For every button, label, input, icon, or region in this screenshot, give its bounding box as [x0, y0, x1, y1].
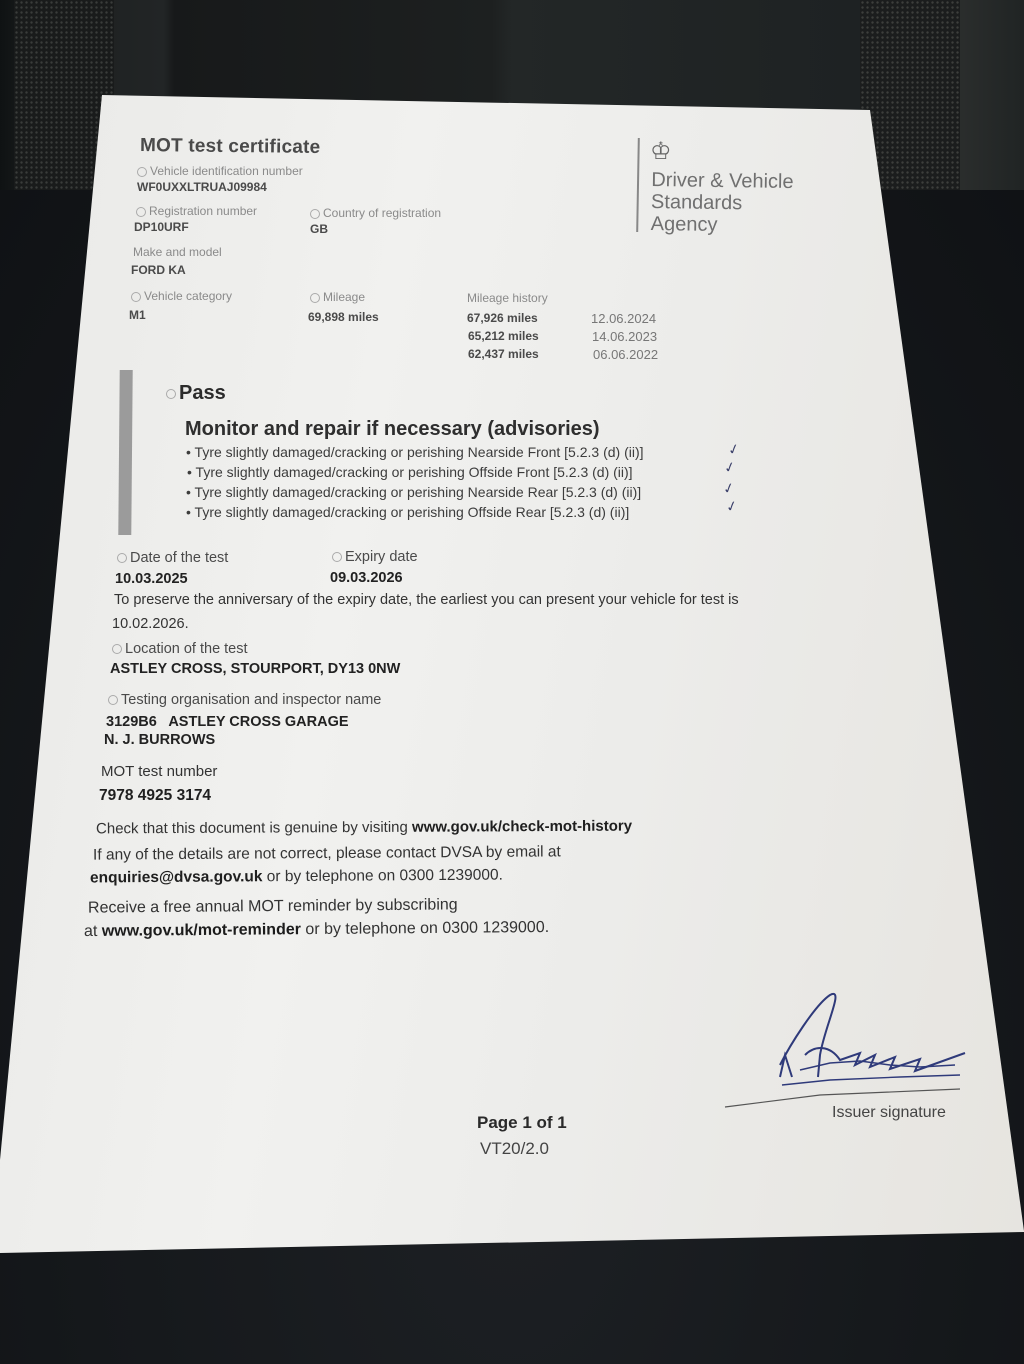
certificate-title: MOT test certificate [139, 135, 321, 158]
mileage-history-miles-2: 65,212 miles [468, 329, 539, 343]
mileage-history-label: Mileage history [467, 291, 548, 305]
mileage-history-miles-1: 67,926 miles [467, 311, 538, 325]
expiry-date-label: Expiry date [332, 549, 418, 565]
marker-7-icon [166, 389, 176, 399]
reminder-line2: at www.gov.uk/mot-reminder or by telephone on 0300 1239000. [83, 918, 550, 941]
issuer-signature-label: Issuer signature [832, 1104, 946, 1121]
marker-9-icon [108, 695, 118, 705]
expiry-date-value: 09.03.2026 [330, 570, 403, 586]
form-version: VT20/2.0 [480, 1139, 549, 1158]
organisation-value: 3129B6 ASTLEY CROSS GARAGE [106, 714, 349, 730]
check-mark-icon: ✓ [720, 478, 737, 498]
test-date-value: 10.03.2025 [115, 571, 188, 587]
anniversary-note-line1: To preserve the anniversary of the expiry date, the earliest you can present your vehicle for test is [114, 592, 739, 608]
mileage-history-date-1: 12.06.2024 [591, 311, 657, 326]
registration-value: DP10URF [134, 220, 189, 234]
reminder-line1: Receive a free annual MOT reminder by subscribing [87, 896, 458, 917]
mileage-history-date-3: 06.06.2022 [593, 347, 659, 362]
issuer-signature [720, 985, 980, 1110]
country-label: Country of registration [310, 206, 441, 220]
mileage-history-miles-3: 62,437 miles [468, 347, 539, 361]
contact-line1: If any of the details are not correct, please contact DVSA by email at [92, 843, 561, 864]
marker-4-icon [310, 293, 320, 303]
advisory-item: • Tyre slightly damaged/cracking or perishing Nearside Rear [5.2.3 (d) (ii)] [186, 484, 642, 500]
check-mark-icon: ✓ [721, 457, 738, 477]
vin-value: WF0UXXLTRUAJ09984 [137, 180, 267, 194]
test-result: Pass [166, 382, 226, 405]
location-label: Location of the test [112, 641, 248, 657]
marker-5-icon [131, 292, 141, 302]
dvsa-email-link[interactable]: enquiries@dvsa.gov.uk [89, 868, 263, 887]
check-mark-icon: ✓ [723, 496, 740, 516]
mileage-value: 69,898 miles [308, 310, 379, 324]
marker-6-icon [332, 552, 342, 562]
check-mot-history-link[interactable]: www.gov.uk/check-mot-history [411, 817, 633, 836]
marker-3a-icon [117, 553, 127, 563]
mileage-history-date-2: 14.06.2023 [592, 329, 658, 344]
test-number-label: MOT test number [101, 763, 218, 780]
marker-2-icon [136, 207, 146, 217]
vin-label: Vehicle identification number [137, 164, 303, 178]
test-date-label: Date of the test [117, 550, 228, 566]
organisation-label: Testing organisation and inspector name [108, 692, 381, 708]
page-indicator: Page 1 of 1 [477, 1113, 567, 1132]
mileage-label: Mileage [310, 290, 365, 304]
marker-3-icon [310, 209, 320, 219]
advisory-item: • Tyre slightly damaged/cracking or perishing Offside Rear [5.2.3 (d) (ii)] [186, 504, 630, 520]
anniversary-note-line2: 10.02.2026. [112, 616, 189, 632]
make-model-label: Make and model [133, 245, 222, 259]
genuine-check-text: Check that this document is genuine by visiting www.gov.uk/check-mot-history [95, 817, 633, 838]
dvsa-logo-divider [636, 138, 640, 232]
mot-reminder-link[interactable]: www.gov.uk/mot-reminder [101, 921, 302, 940]
contact-line2: enquiries@dvsa.gov.uk or by telephone on 0300 1239000. [89, 866, 503, 887]
marker-3b-icon [112, 644, 122, 654]
location-value: ASTLEY CROSS, STOURPORT, DY13 0NW [110, 661, 401, 677]
make-model-value: FORD KA [131, 263, 186, 277]
royal-crest-icon: ♔ [650, 138, 672, 165]
dvsa-logo-text: Driver & Vehicle Standards Agency [650, 169, 794, 236]
category-value: M1 [129, 308, 146, 322]
category-label: Vehicle category [131, 289, 232, 303]
registration-label: Registration number [136, 204, 257, 218]
inspector-name: N. J. BURROWS [104, 732, 216, 748]
advisory-item: • Tyre slightly damaged/cracking or perishing Nearside Front [5.2.3 (d) (ii)] [186, 444, 644, 460]
advisory-item: • Tyre slightly damaged/cracking or perishing Offside Front [5.2.3 (d) (ii)] [187, 464, 633, 480]
advisories-heading: Monitor and repair if necessary (advisories) [185, 418, 600, 440]
check-mark-icon: ✓ [725, 439, 742, 459]
test-number-value: 7978 4925 3174 [99, 787, 212, 804]
result-highlight-bar [118, 370, 132, 535]
marker-1-icon [137, 167, 147, 177]
country-value: GB [310, 222, 328, 236]
